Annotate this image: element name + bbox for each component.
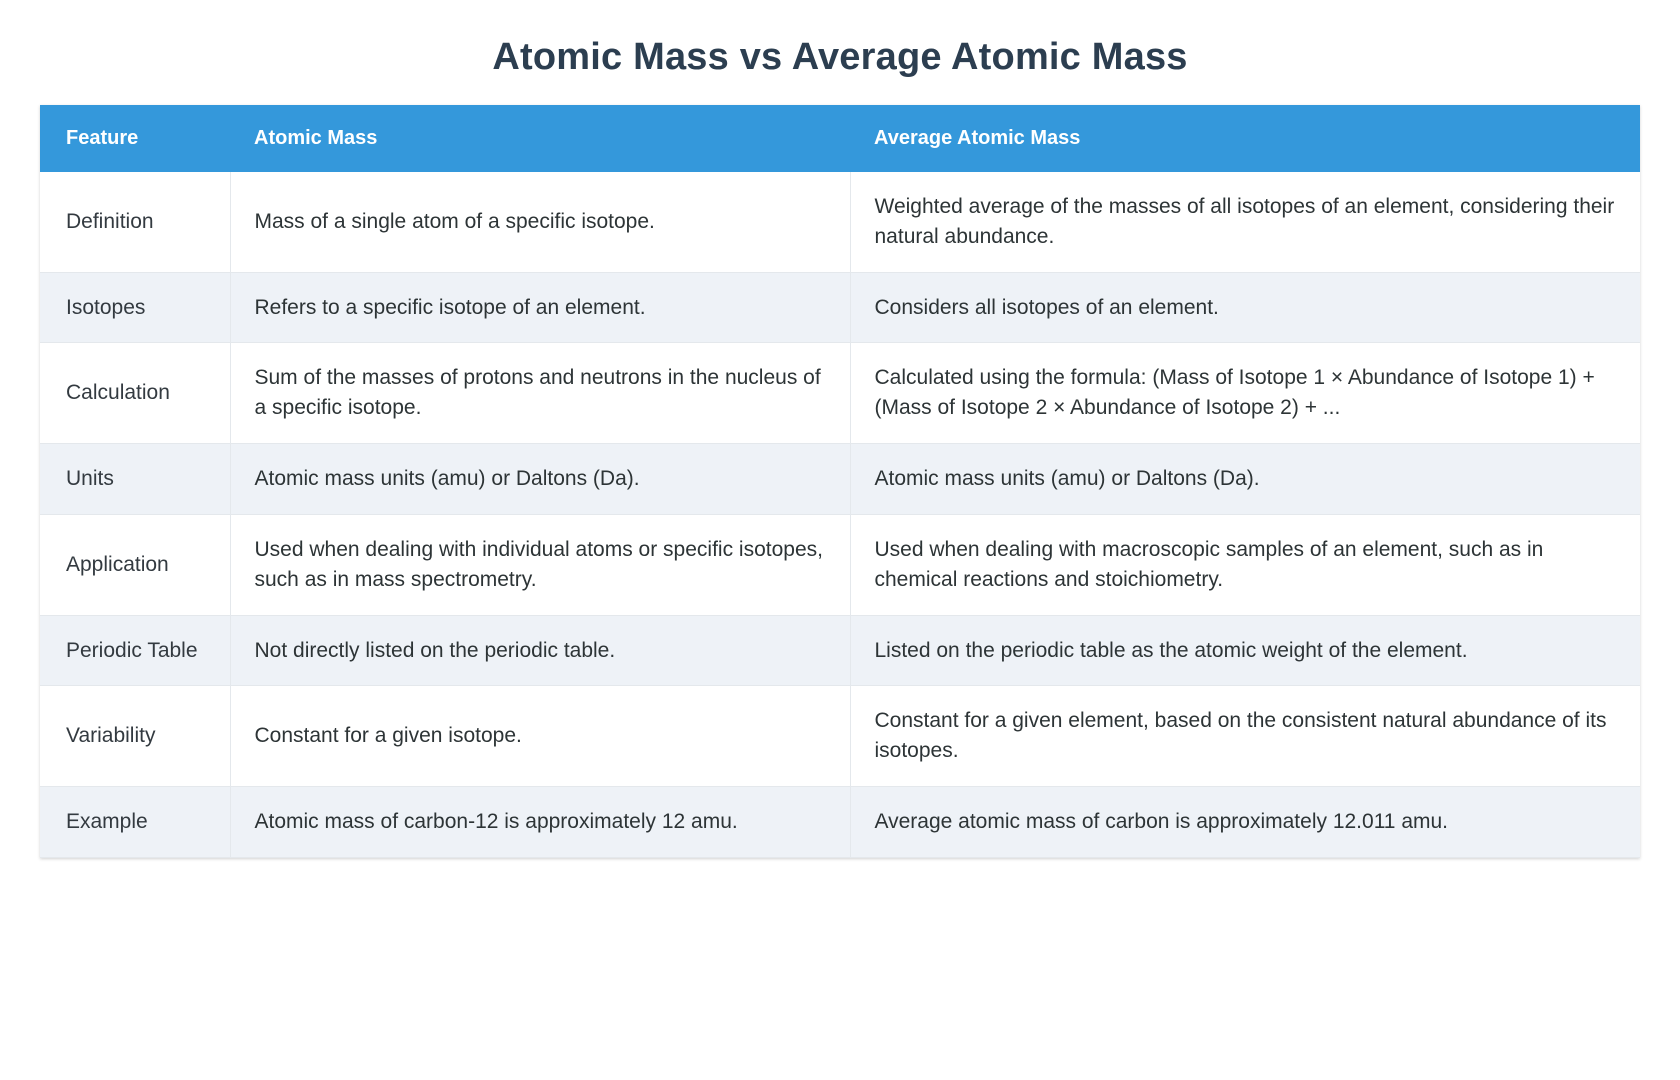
comparison-table xyxy=(40,105,1640,858)
cell-feature: Example xyxy=(40,786,230,857)
cell-atomic-mass: Atomic mass units (amu) or Daltons (Da). xyxy=(230,444,850,515)
cell-feature: Periodic Table xyxy=(40,615,230,686)
cell-average-atomic-mass: Constant for a given element, based on the consistent natural abundance of its isotopes. xyxy=(850,686,1640,787)
table-row xyxy=(40,272,1640,343)
table-header xyxy=(40,105,1640,172)
table-row xyxy=(40,172,1640,272)
cell-atomic-mass: Sum of the masses of protons and neutrons in the nucleus of a specific isotope. xyxy=(230,343,850,444)
cell-average-atomic-mass: Weighted average of the masses of all isotopes of an element, considering their natural abundance. xyxy=(850,172,1640,272)
table-row xyxy=(40,343,1640,444)
column-header-average-atomic-mass: Average Atomic Mass xyxy=(850,105,1640,172)
cell-feature: Isotopes xyxy=(40,272,230,343)
cell-average-atomic-mass: Average atomic mass of carbon is approximately 12.011 amu. xyxy=(850,786,1640,857)
cell-average-atomic-mass: Listed on the periodic table as the atomic weight of the element. xyxy=(850,615,1640,686)
column-header-feature: Feature xyxy=(40,105,230,172)
page-title: Atomic Mass vs Average Atomic Mass xyxy=(492,36,1188,78)
cell-average-atomic-mass: Considers all isotopes of an element. xyxy=(850,272,1640,343)
cell-feature: Definition xyxy=(40,172,230,272)
cell-feature: Units xyxy=(40,444,230,515)
cell-average-atomic-mass: Calculated using the formula: (Mass of Isotope 1 × Abundance of Isotope 1) + (Mass of Isotope 2 × Abundance of Isotope 2) + ... xyxy=(850,343,1640,444)
cell-atomic-mass: Not directly listed on the periodic table. xyxy=(230,615,850,686)
table-row xyxy=(40,615,1640,686)
table-row xyxy=(40,686,1640,787)
table-row xyxy=(40,444,1640,515)
cell-average-atomic-mass: Used when dealing with macroscopic samples of an element, such as in chemical reactions and stoichiometry. xyxy=(850,514,1640,615)
column-header-atomic-mass: Atomic Mass xyxy=(230,105,850,172)
table-body xyxy=(40,172,1640,857)
cell-atomic-mass: Used when dealing with individual atoms or specific isotopes, such as in mass spectrometry. xyxy=(230,514,850,615)
cell-atomic-mass: Atomic mass of carbon-12 is approximately 12 amu. xyxy=(230,786,850,857)
cell-atomic-mass: Refers to a specific isotope of an element. xyxy=(230,272,850,343)
cell-average-atomic-mass: Atomic mass units (amu) or Daltons (Da). xyxy=(850,444,1640,515)
cell-atomic-mass: Mass of a single atom of a specific isotope. xyxy=(230,172,850,272)
cell-feature: Variability xyxy=(40,686,230,787)
table-row xyxy=(40,514,1640,615)
cell-feature: Calculation xyxy=(40,343,230,444)
cell-feature: Application xyxy=(40,514,230,615)
cell-atomic-mass: Constant for a given isotope. xyxy=(230,686,850,787)
table-header-row xyxy=(40,105,1640,172)
table-row xyxy=(40,786,1640,857)
